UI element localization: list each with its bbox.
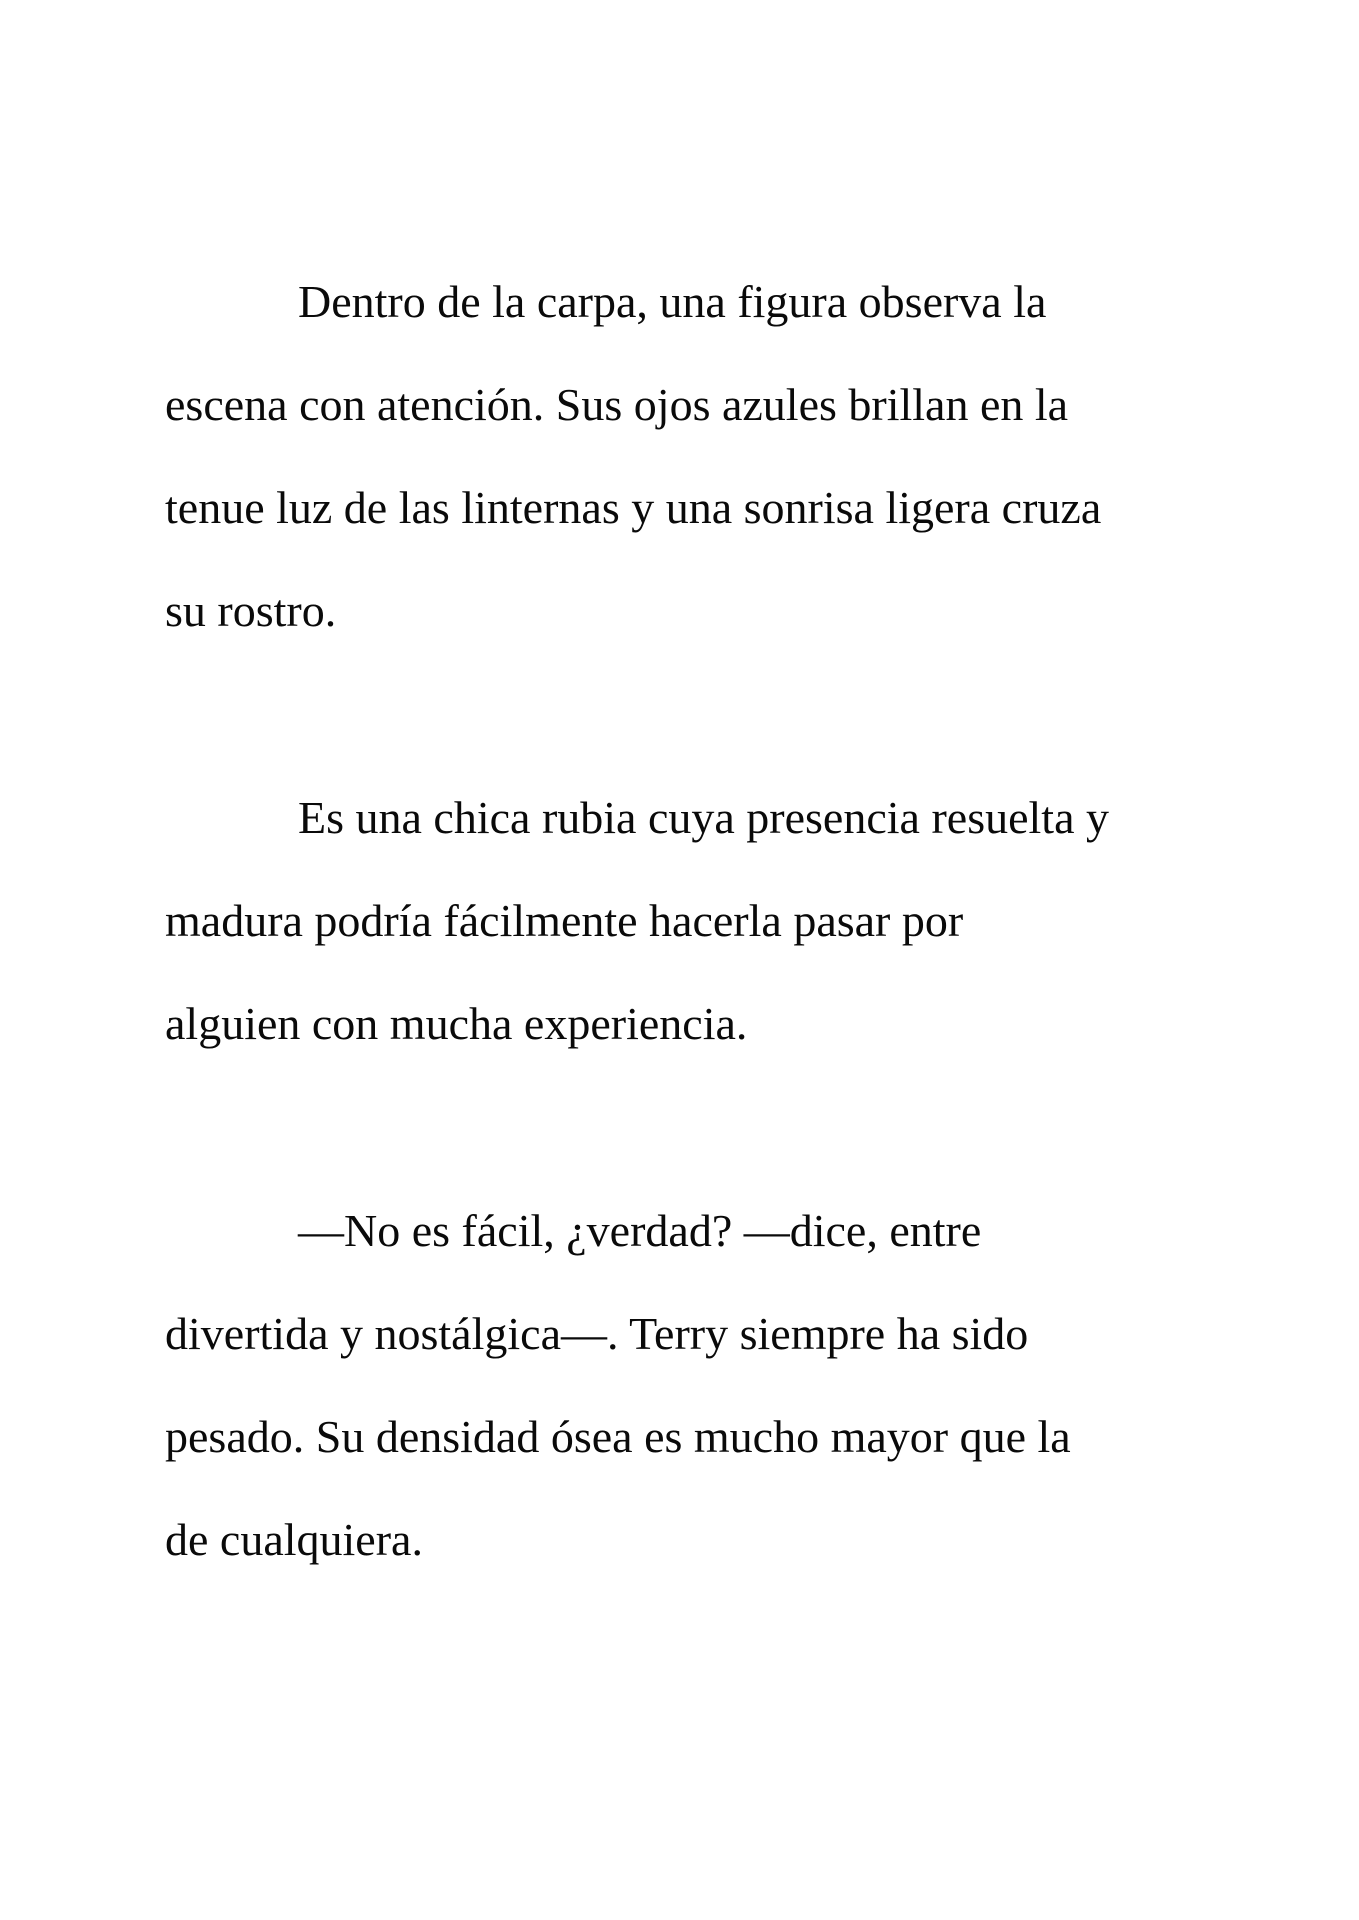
text-line: Es una chica rubia cuya presencia resuelta y: [298, 792, 1109, 843]
text-line: de cualquiera.: [165, 1514, 423, 1565]
text-line: Dentro de la carpa, una figura observa la: [298, 276, 1047, 327]
text-line: su rostro.: [165, 585, 337, 636]
text-line: —No es fácil, ¿verdad? —dice, entre: [298, 1205, 982, 1256]
text-line: madura podría fácilmente hacerla pasar por: [165, 895, 964, 946]
paragraph-2: [165, 766, 1205, 1075]
text-line: tenue luz de las linternas y una sonrisa ligera cruza: [165, 482, 1102, 533]
text-line: alguien con mucha experiencia.: [165, 998, 748, 1049]
page-text-block: [165, 250, 1205, 1591]
text-line: pesado. Su densidad ósea es mucho mayor que la: [165, 1411, 1071, 1462]
text-line: divertida y nostálgica—. Terry siempre ha sido: [165, 1308, 1029, 1359]
paragraph-3: [165, 1179, 1205, 1591]
paragraph-1: [165, 250, 1205, 662]
text-line: escena con atención. Sus ojos azules brillan en la: [165, 379, 1069, 430]
